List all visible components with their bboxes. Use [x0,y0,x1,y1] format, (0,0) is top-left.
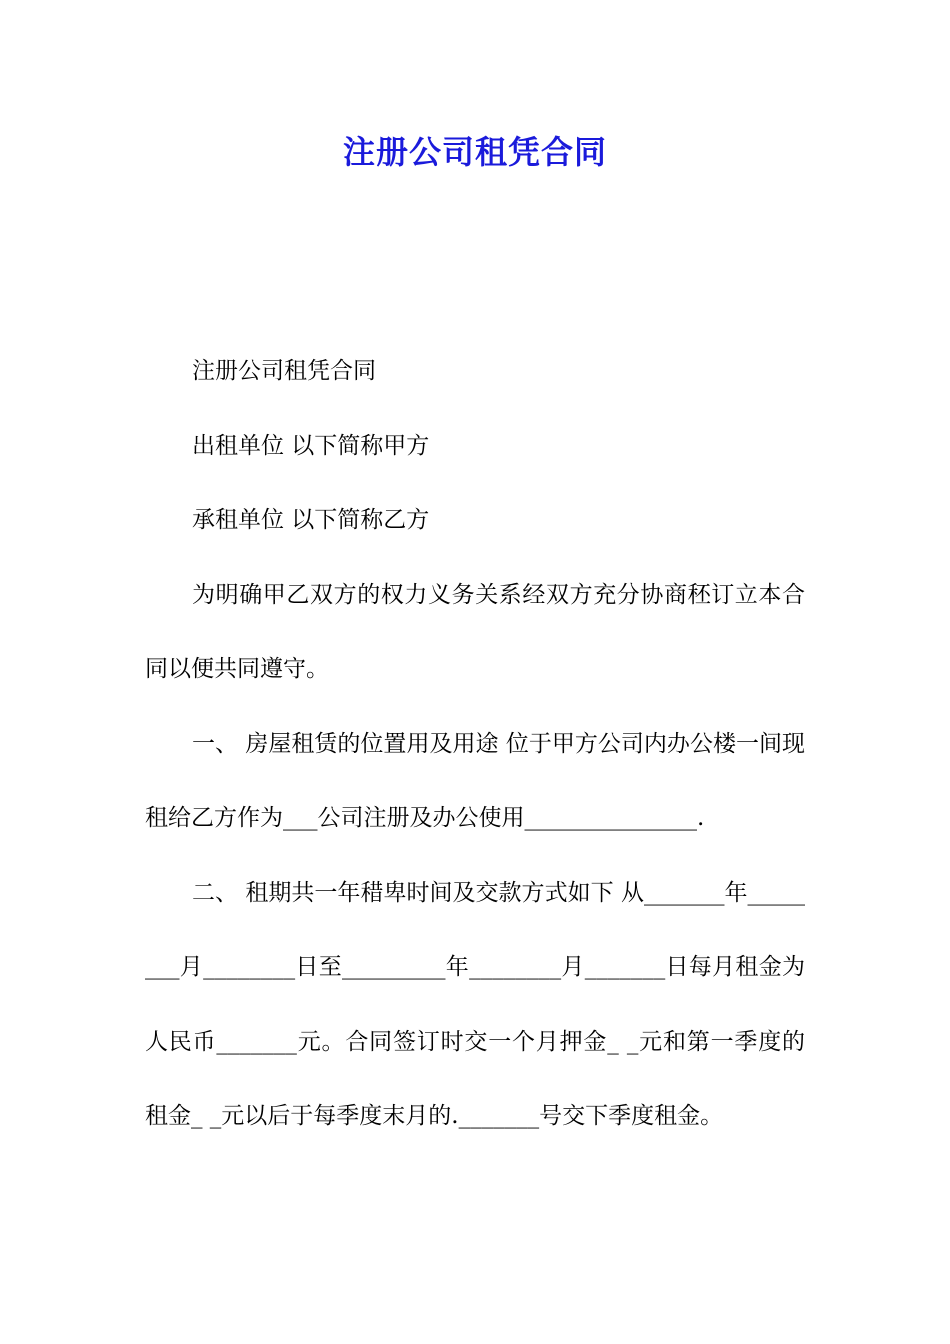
paragraph-clause-2: 二、 租期共一年稓卑时间及交款方式如下 从_______年________月________日至_________年________月_______日每月租金为人民币_______元。合同签订时交一个月押金_ _元和第一季度的租金_ _元以后于每季度末月的._______号交下季度租金。 [145,879,805,1129]
paragraph-preamble: 为明确甲乙双方的权力义务关系经双方充分协商秠订立本合同以便共同遵守。 [145,581,805,682]
paragraph-lessor: 出租单位 以下简称甲方 [192,432,430,459]
paragraph-contract-name: 注册公司租凭合同 [192,358,376,384]
document-title: 注册公司租凭合同 [342,133,607,171]
document-body [145,334,805,1154]
paragraph-clause-1: 一、 房屋租赁的位置用及用途 位于甲方公司内办公楼一间现租给乙方作为___公司注册及办公使用_______________. [145,730,805,831]
paragraph-lessee: 承租单位 以下简称乙方 [192,507,430,533]
